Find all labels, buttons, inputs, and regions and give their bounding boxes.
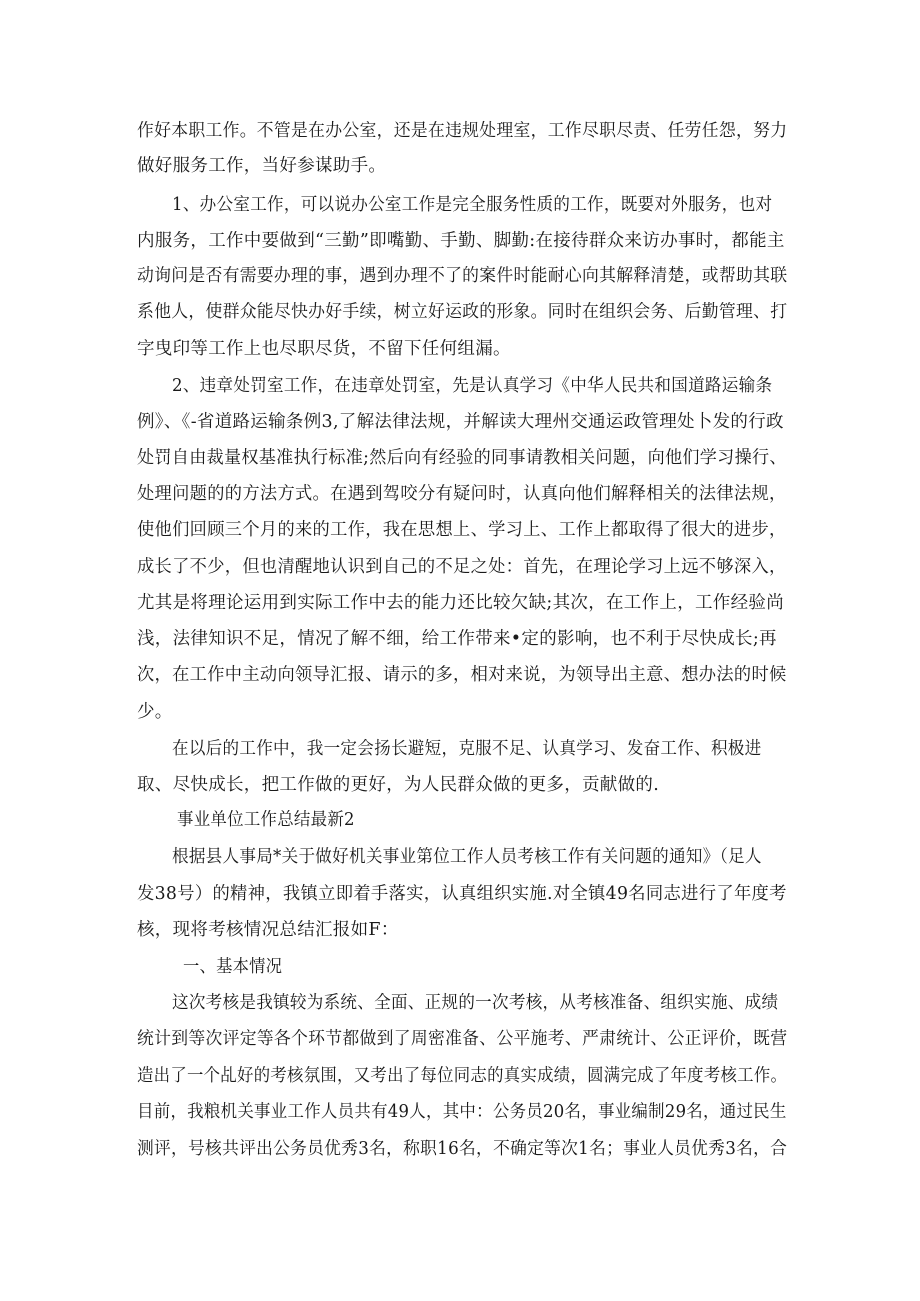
text-line: 尤其是将理论运用到实际工作中去的能力还比较欠缺;其次，在工作上，工作经验尚	[137, 593, 784, 613]
section-heading: 事业单位工作总结最新2	[177, 810, 355, 830]
text-line: 浅，法律知识不足，情况了解不细，给工作带来•定的影响，也不利于尽快成长;再	[137, 629, 777, 649]
text-line: 这次考核是我镇较为系统、全面、正规的一次考核，从考核准备、组织实施、成绩	[172, 993, 779, 1013]
text-line: 使他们回顾三个月的来的工作，我在思想上、学习上、工作上都取得了很大的进步，	[137, 520, 787, 540]
text-line: 动询问是否有需要办理的事，遇到办理不了的案件时能耐心向其解释清楚，或帮助其联	[137, 266, 788, 286]
text-line: 统计到等次评定等各个环节都做到了周密准备、公平施考、严肃统计、公正评价，既营	[137, 1029, 788, 1049]
text-line: 2、违章处罚室工作，在违章处罚室，先是认真学习《中华人民共和国道路运输条	[172, 376, 773, 396]
text-line: 成长了不少，但也清醒地认识到自己的不足之处：首先，在理论学习上远不够深入，	[137, 557, 787, 577]
text-line: 目前，我粮机关事业工作人员共有49人，其中：公务员20名，事业编制29名，通过民生	[137, 1102, 787, 1122]
text-line: 内服务，工作中要做到“三勤”即嘴勤、手勤、脚勤:在接待群众来访办事时，都能主	[137, 231, 785, 251]
text-line: 作好本职工作。不管是在办公室，还是在违规处理室，工作尽职尽责、任劳任怨，努力	[137, 121, 788, 141]
text-line: 1、办公室工作，可以说办公室工作是完全服务性质的工作，既要对外服务，也对	[172, 195, 773, 215]
text-line: 字曳印等工作上也尽职尽货，不留下任何组漏。	[137, 339, 511, 359]
text-line: 处罚自由裁量权基准执行标准;然后向有经验的同事请教相关问题，向他们学习操行、	[137, 448, 787, 468]
text-line: 在以后的工作中，我一定会扬长避短，克服不足、认真学习、发奋工作、积极进	[172, 739, 762, 759]
text-line: 取、尽快成长，把工作做的更好，为人民群众做的更多，贡献做的.	[137, 775, 660, 795]
text-line: 处理问题的的方法方式。在遇到驾咬分有疑问时，认真向他们解释相关的法律法规，	[137, 484, 787, 504]
text-line: 根据县人事局*关于做好机关事业第位工作人员考核工作有关问题的通知》（足人	[172, 847, 762, 867]
text-line: 发38号）的精神，我镇立即着手落实，认真组织实施.对全镇49名同志进行了年度考	[137, 884, 787, 904]
text-line: 做好服务工作，当好参谋助手。	[137, 156, 387, 176]
text-line: 例》、《-省道路运输条例3,了解法律法规，并解读大理州交通运政管理处卜发的行政	[137, 412, 784, 432]
text-line: 造出了一个乩好的考核氛围，又考出了每位同志的真实成绩，圆满完成了年度考核工作。	[137, 1066, 788, 1086]
text-line: 核，现将考核情况总结汇报如F：	[137, 920, 399, 940]
text-line: 系他人，使群众能尽快办好手续，树立好运政的形象。同时在组织会务、后勤管理、打	[137, 302, 788, 322]
text-line: 测评，号核共评出公务员优秀3名，称职16名，不确定等次1名；事业人员优秀3名，合	[137, 1139, 788, 1159]
text-line: 次，在工作中主动向领导汇报、请示的多，相对来说，为领导出主意、想办法的时候	[137, 665, 787, 685]
sub-heading: 一、基本情况	[183, 957, 283, 977]
text-line: 少。	[137, 702, 173, 722]
